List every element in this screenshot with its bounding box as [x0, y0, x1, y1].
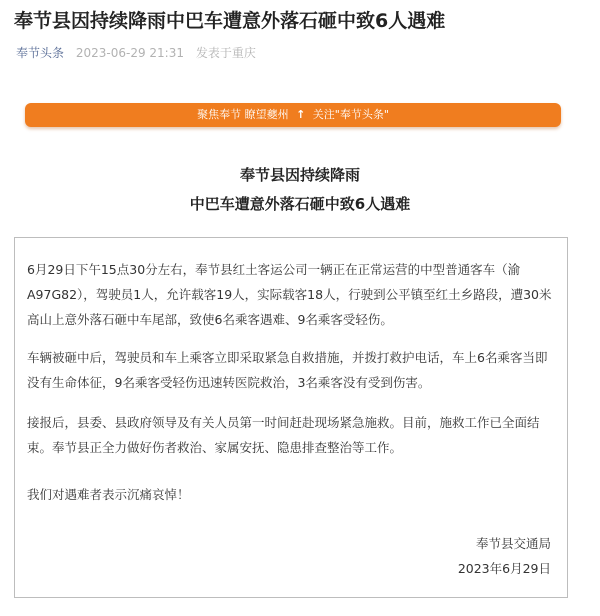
banner-follow-text: 关注"奉节头条"	[312, 108, 389, 121]
follow-banner[interactable]	[25, 103, 561, 127]
notice-heading-line2: 中巴车遭意外落石砸中致6人遇难	[189, 195, 411, 213]
publish-location: 发表于重庆	[195, 46, 256, 60]
notice-paragraph: 6月29日下午15点30分左右，奉节县红土客运公司一辆正在正常运营的中型普通客车（渝 A97G82），驾驶员1人，允许载客19人，实际载客18人，行驶到公平镇至红土乡路段，遭30米高山上意外落石砸中车尾部，致使6名乘客遇难、9名乘客受轻伤。	[27, 262, 552, 327]
up-arrow-icon: ↑	[296, 108, 306, 121]
notice-paragraph: 接报后，县委、县政府领导及有关人员第一时间赶赴现场紧急施救。目前，施救工作已全面结束。奉节县正全力做好伤者救治、家属安抚、隐患排查整治等工作。	[27, 415, 540, 455]
notice-box	[14, 237, 568, 598]
article-title: 奉节县因持续降雨中巴车遭意外落石砸中致6人遇难	[14, 10, 446, 32]
publish-date: 2023-06-29 21:31	[75, 46, 184, 60]
notice-paragraph: 我们对遇难者表示沉痛哀悼！	[27, 487, 190, 502]
banner-slogan: 聚焦奉节 瞭望夔州	[197, 108, 289, 121]
notice-signature: 奉节县交通局	[475, 536, 551, 551]
notice-paragraph: 车辆被砸中后，驾驶员和车上乘客立即采取紧急自救措施，并拨打救护电话，车上6名乘客当即没有生命体征，9名乘客受轻伤迅速转医院救治，3名乘客没有受到伤害。	[27, 350, 548, 390]
account-name-link[interactable]: 奉节头条	[16, 46, 65, 60]
article-meta	[16, 44, 256, 61]
notice-heading-line1: 奉节县因持续降雨	[239, 166, 360, 184]
notice-sign-date: 2023年6月29日	[457, 561, 551, 576]
